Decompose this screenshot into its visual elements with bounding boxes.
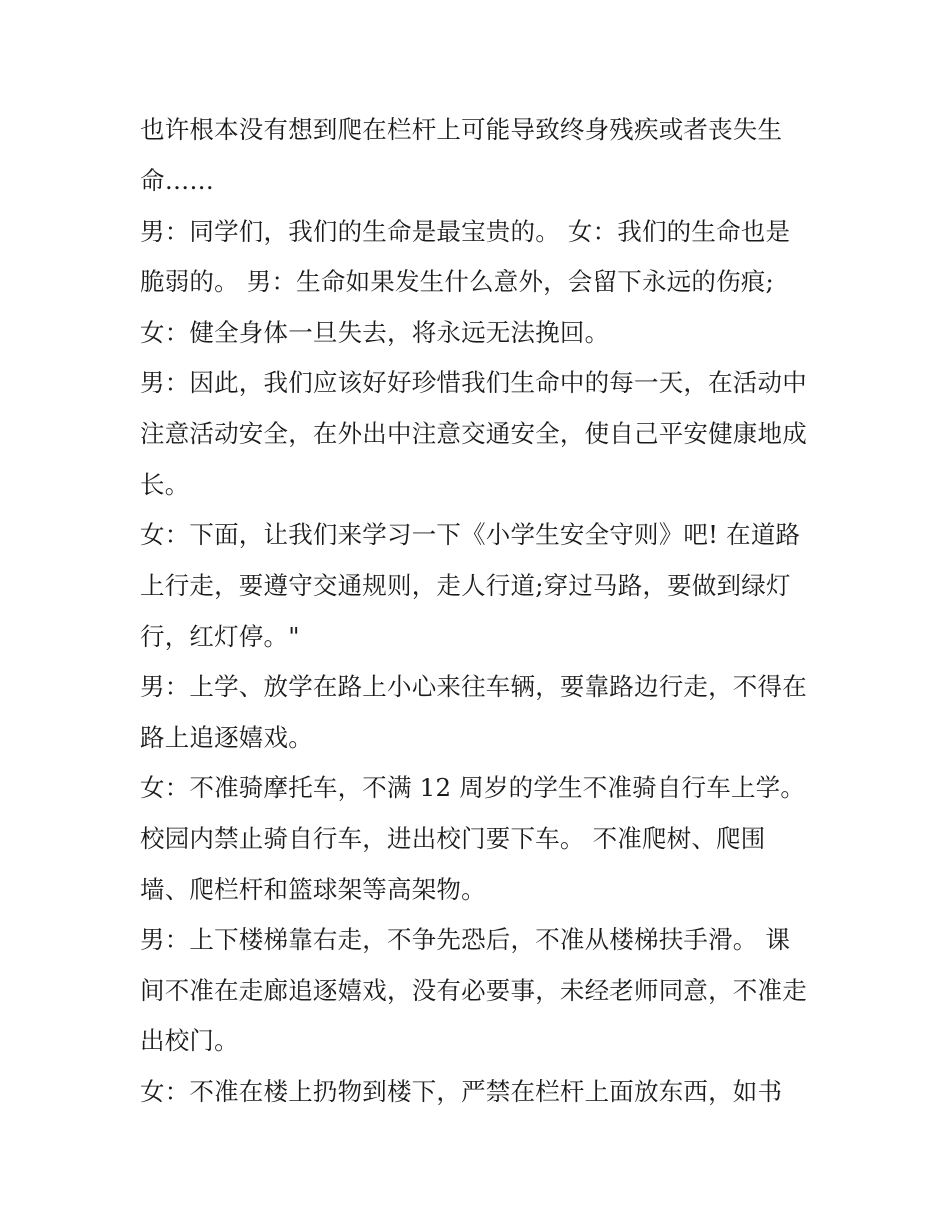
text-line: 男：同学们，我们的生命是最宝贵的。 女：我们的生命也是 (140, 217, 791, 246)
text-line: 命…… (140, 166, 215, 195)
text-line: 男：因此，我们应该好好珍惜我们生命中的每一天，在活动中 (140, 368, 807, 397)
text-line: 行，红灯停。" (140, 622, 300, 651)
text-line: 女：健全身体一旦失去，将永远无法挽回。 (140, 318, 610, 347)
text-line: 墙、爬栏杆和篮球架等高架物。 (140, 875, 486, 904)
text-line: 男：上学、放学在路上小心来往车辆，要靠路边行走，不得在 (140, 672, 807, 701)
text-line: 男：上下楼梯靠右走，不争先恐后，不准从楼梯扶手滑。 课 (140, 925, 791, 954)
text-line: 女：不准骑摩托车，不满 12 周岁的学生不准骑自行车上学。 (140, 773, 806, 802)
text-line: 长。 (140, 470, 190, 499)
text-line: 出校门。 (140, 1026, 239, 1055)
text-line: 脆弱的。 男：生命如果发生什么意外，会留下永远的伤痕; (140, 267, 774, 296)
text-line: 注意活动安全，在外出中注意交通安全，使自己平安健康地成 (140, 419, 807, 448)
text-line: 路上追逐嬉戏。 (140, 723, 313, 752)
text-line: 间不准在走廊追逐嬉戏，没有必要事，未经老师同意，不准走 (140, 976, 807, 1005)
text-line: 女：下面，让我们来学习一下《小学生安全守则》吧! 在道路 (140, 520, 801, 549)
text-line: 上行走，要遵守交通规则，走人行道;穿过马路，要做到绿灯 (140, 571, 791, 600)
text-line: 校园内禁止骑自行车，进出校门要下车。 不准爬树、爬围 (140, 824, 766, 853)
text-line: 女：不准在楼上扔物到楼下，严禁在栏杆上面放东西，如书 (140, 1077, 783, 1106)
text-line: 也许根本没有想到爬在栏杆上可能导致终身残疾或者丧失生 (140, 115, 783, 144)
